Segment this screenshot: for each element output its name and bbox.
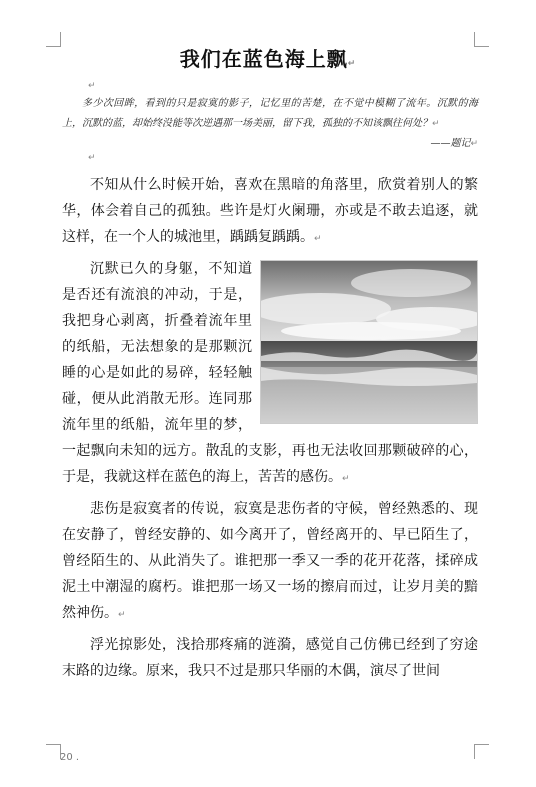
paragraph-mark-icon: ↵ bbox=[88, 81, 96, 91]
paragraph-text: 悲伤是寂寞者的传说，寂寞是悲伤者的守候，曾经熟悉的、现在安静了，曾经安静的、如今离开了，曾经离开的、早已陌生了，曾经陌生的、从此消失了。谁把那一季又一季的花开花落，揉碎成泥土中潮湿的腐朽。谁把那一场又一场的擦肩而过，让岁月美的黯然神伤。 bbox=[62, 501, 478, 621]
crop-mark-bottom-right bbox=[474, 744, 489, 759]
page-number-text: 20 bbox=[60, 752, 73, 763]
preface-signature bbox=[62, 134, 478, 154]
ocean-image[interactable] bbox=[260, 260, 478, 424]
signature-text: ——题记 bbox=[430, 138, 471, 149]
preface-paragraph bbox=[62, 94, 478, 134]
paragraph-text: 不知从什么时候开始，喜欢在黑暗的角落里，欣赏着别人的繁华，体会着自己的孤独。些许是灯火阑珊，亦或是不敢去追逐，就这样，在一个人的城池里，踽踽复踽踽。 bbox=[62, 177, 478, 245]
title-text: 我们在蓝色海上飘 bbox=[179, 47, 348, 71]
document-title[interactable] bbox=[60, 44, 476, 79]
ocean-photo bbox=[261, 261, 477, 423]
paragraph-mark-icon: ↵ bbox=[347, 59, 357, 69]
paragraph-mark-icon: ↵ bbox=[88, 153, 96, 163]
empty-paragraph[interactable] bbox=[88, 80, 96, 92]
paragraph-mark-icon: ↵ bbox=[342, 474, 350, 484]
paragraph-mark-icon: ↵ bbox=[118, 610, 126, 620]
preface-block[interactable] bbox=[62, 94, 478, 154]
paragraph-mark-icon: ↵ bbox=[432, 119, 440, 129]
body-paragraph-3 bbox=[62, 496, 478, 628]
document-body[interactable] bbox=[62, 172, 478, 688]
empty-paragraph[interactable] bbox=[88, 152, 96, 164]
paragraph-mark-icon: ↵ bbox=[470, 139, 478, 149]
preface-text: 多少次回眸，看到的只是寂寞的影子，记忆里的苦楚，在不觉中模糊了流年。沉默的海上，沉默的蓝，却始终没能等次逆遇那一场美丽，留下我，孤独的不知该飘往何处？ bbox=[62, 98, 478, 129]
page-number bbox=[60, 752, 79, 763]
body-paragraph-4 bbox=[62, 632, 478, 684]
paragraph-text: 浮光掠影处，浅拾那疼痛的涟漪，感觉自己仿佛已经到了穷途末路的边缘。原来，我只不过是那只华丽的木偶，演尽了世间 bbox=[62, 637, 478, 679]
paragraph-text: 沉默已久的身躯，不知道是否还有流浪的冲动，于是，我把身心剥离，折叠着流年里的纸船，无法想象的是那颗沉睡的心是如此的易碎，轻轻触碰，便从此消散无形。连同那流年里的纸船，流年里的梦，一起飘向未知的远方。散乱的支影，再也无法收回那颗破碎的心，于是，我就这样在蓝色的海上，苦苦的感伤。 bbox=[62, 261, 478, 485]
crop-mark-top-right bbox=[474, 32, 489, 47]
crop-mark-bottom-left bbox=[46, 744, 61, 759]
page-number-mark: . bbox=[75, 752, 80, 763]
crop-mark-top-left bbox=[46, 32, 61, 47]
paragraph-mark-icon: ↵ bbox=[314, 234, 322, 244]
body-paragraph-1 bbox=[62, 172, 478, 252]
